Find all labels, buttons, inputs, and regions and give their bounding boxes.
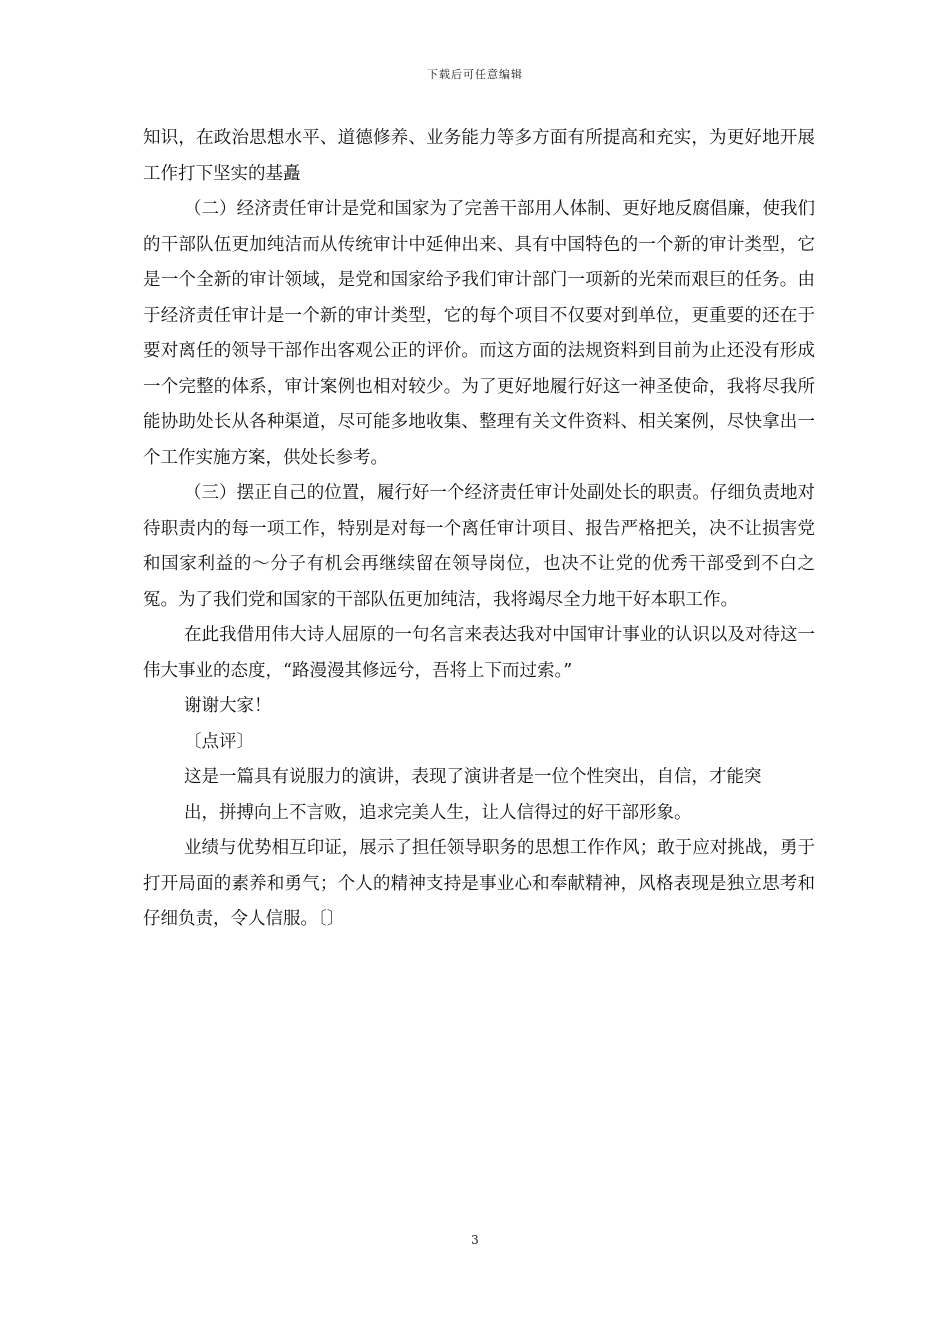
paragraph-section-three: （三）摆正自己的位置，履行好一个经济责任审计处副处长的职责。仔细负责地对待职责内的每一项工作，特别是对每一个离任审计项目、报告严格把关，决不让损害党和国家利益的～分子有机会再继续留在领导岗位，也决不让党的优秀干部受到不白之冤。为了我们党和国家的干部队伍更加纯洁，我将竭尽全力地干好本职工作。 bbox=[143, 483, 815, 610]
paragraph-comment-heading: 〔点评〕 bbox=[184, 731, 254, 752]
page-number: 3 bbox=[471, 1233, 479, 1247]
paragraph-comment-2: 出，拼搏向上不言败，追求完美人生，让人信得过的好干部形象。 bbox=[184, 802, 692, 823]
page-header: 下载后可任意编辑 bbox=[427, 68, 523, 81]
paragraph-continuation: 知识，在政治思想水平、道德修养、业务能力等多方面有所提高和充实，为更好地开展工作打下坚实的基矗 bbox=[143, 128, 815, 184]
paragraph-quote: 在此我借用伟大诗人屈原的一句名言来表达我对中国审计事业的认识以及对待这一伟大事业的态度，“路漫漫其修远兮，吾将上下而过索。” bbox=[143, 625, 815, 681]
paragraph-comment-1: 这是一篇具有说服力的演讲，表现了演讲者是一位个性突出，自信，才能突 bbox=[184, 767, 762, 787]
paragraph-comment-3: 业绩与优势相互印证，展示了担任领导职务的思想工作作风；敢于应对挑战，勇于打开局面的素养和勇气；个人的精神支持是事业心和奉献精神，风格表现是独立思考和仔细负责，令人信服。〔〕 bbox=[143, 838, 815, 929]
document-body bbox=[143, 121, 815, 938]
paragraph-section-two: （二）经济责任审计是党和国家为了完善干部用人体制、更好地反腐倡廉，使我们的干部队伍更加纯洁而从传统审计中延伸出来、具有中国特色的一个新的审计类型，它是一个全新的审计领域，是党和国家给予我们审计部门一项新的光荣而艰巨的任务。由于经济责任审计是一个新的审计类型，它的每个项目不仅要对到单位，更重要的还在于要对离任的领导干部作出客观公正的评价。而这方面的法规资料到目前为止还没有形成一个完整的体系，审计案例也相对较少。为了更好地履行好这一神圣使命，我将尽我所能协助处长从各种渠道，尽可能多地收集、整理有关文件资料、相关案例，尽快拿出一个工作实施方案，供处长参考。 bbox=[143, 199, 815, 468]
paragraph-thanks: 谢谢大家！ bbox=[184, 696, 272, 716]
